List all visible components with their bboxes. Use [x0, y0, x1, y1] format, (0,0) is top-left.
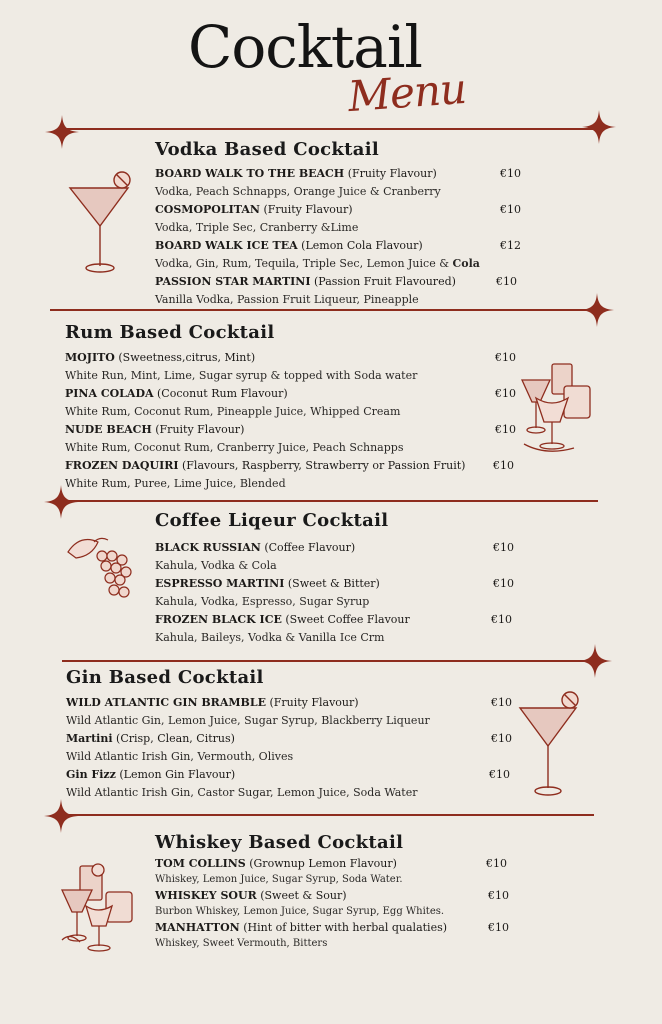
menu-item: BOARD WALK ICE TEA (Lemon Cola Flavour) [155, 239, 423, 252]
item-description: Vodka, Triple Sec, Cranberry &Lime [155, 221, 359, 234]
sparkle-star-icon [580, 293, 614, 327]
item-description: White Run, Mint, Lime, Sugar syrup & topped with Soda water [65, 369, 418, 382]
sparkle-star-icon [578, 644, 612, 678]
section-title-coffee: Coffee Liqeur Cocktail [155, 510, 389, 531]
menu-item: MOJITO (Sweetness,citrus, Mint) [65, 351, 256, 364]
item-price: €10 [495, 423, 516, 436]
section-title-vodka: Vodka Based Cocktail [155, 139, 380, 160]
item-price: €10 [493, 541, 514, 554]
item-price: €10 [491, 732, 512, 745]
item-price: €10 [489, 768, 510, 781]
divider-line [62, 128, 598, 130]
item-description: Vanilla Vodka, Passion Fruit Liqueur, Pineapple [155, 293, 419, 306]
menu-item: PINA COLADA (Coconut Rum Flavour) [65, 387, 288, 400]
item-description: Vodka, Peach Schnapps, Orange Juice & Cranberry [155, 185, 441, 198]
menu-item: ESPRESSO MARTINI (Sweet & Bitter) [155, 577, 380, 590]
menu-item: Gin Fizz (Lemon Gin Flavour) [66, 768, 236, 781]
item-description: Burbon Whiskey, Lemon Juice, Sugar Syrup, Egg Whites. [155, 906, 445, 917]
menu-title: Cocktail [188, 13, 422, 81]
item-price: €10 [491, 696, 512, 709]
gin-glass-icon [514, 688, 586, 800]
item-description: Kahula, Vodka, Espresso, Sugar Syrup [155, 595, 370, 608]
divider-line [62, 660, 592, 662]
item-description: White Rum, Coconut Rum, Pineapple Juice, Whipped Cream [65, 405, 401, 418]
item-description: Kahula, Baileys, Vodka & Vanilla Ice Crm [155, 631, 385, 644]
item-description: Kahula, Vodka & Cola [155, 559, 277, 572]
item-price: €10 [500, 167, 521, 180]
divider-line [50, 309, 590, 311]
sparkle-star-icon [45, 115, 79, 149]
menu-item: COSMOPOLITAN (Fruity Flavour) [155, 203, 353, 216]
grapes-icon [64, 532, 138, 604]
sparkle-star-icon [44, 799, 78, 833]
sparkle-star-icon [582, 110, 616, 144]
item-price: €10 [500, 203, 521, 216]
menu-item: Martini (Crisp, Clean, Citrus) [66, 732, 235, 745]
menu-item: PASSION STAR MARTINI (Passion Fruit Flavoured) [155, 275, 456, 288]
item-price: €10 [491, 613, 512, 626]
item-price: €10 [488, 889, 509, 902]
divider-line [62, 814, 594, 816]
item-price: €10 [486, 857, 507, 870]
item-description: White Rum, Coconut Rum, Cranberry Juice, Peach Schnapps [65, 441, 404, 454]
sparkle-star-icon [44, 485, 78, 519]
section-title-whiskey: Whiskey Based Cocktail [155, 832, 404, 853]
divider-line [62, 500, 598, 502]
martini-glass-icon [64, 168, 136, 278]
item-description: Wild Atlantic Irish Gin, Castor Sugar, Lemon Juice, Soda Water [66, 786, 418, 799]
section-title-rum: Rum Based Cocktail [65, 322, 275, 343]
menu-item: BLACK RUSSIAN (Coffee Flavour) [155, 541, 356, 554]
item-price: €10 [493, 459, 514, 472]
item-price: €10 [495, 351, 516, 364]
item-description: Wild Atlantic Irish Gin, Vermouth, Olives [66, 750, 294, 763]
menu-item: FROZEN BLACK ICE (Sweet Coffee Flavour [155, 613, 410, 626]
item-price: €12 [500, 239, 521, 252]
item-description: Whiskey, Lemon Juice, Sugar Syrup, Soda Water. [155, 874, 403, 885]
menu-item: BOARD WALK TO THE BEACH (Fruity Flavour) [155, 167, 437, 180]
item-description: White Rum, Puree, Lime Juice, Blended [65, 477, 286, 490]
menu-item: TOM COLLINS (Grownup Lemon Flavour) [155, 857, 397, 870]
menu-item: MANHATTON (Hint of bitter with herbal qualaties) [155, 921, 448, 934]
menu-item: WILD ATLANTIC GIN BRAMBLE (Fruity Flavour) [66, 696, 359, 709]
item-price: €10 [493, 577, 514, 590]
whiskey-glasses-icon [58, 862, 138, 960]
item-price: €10 [488, 921, 509, 934]
menu-item: FROZEN DAQUIRI (Flavours, Raspberry, Strawberry or Passion Fruit) [65, 459, 466, 472]
menu-item: WHISKEY SOUR (Sweet & Sour) [155, 889, 347, 902]
item-price: €10 [496, 275, 517, 288]
item-description: Whiskey, Sweet Vermouth, Bitters [155, 938, 328, 949]
menu-subtitle: Menu [346, 63, 468, 122]
item-description: Wild Atlantic Gin, Lemon Juice, Sugar Syrup, Blackberry Liqueur [66, 714, 430, 727]
menu-item: NUDE BEACH (Fruity Flavour) [65, 423, 245, 436]
section-title-gin: Gin Based Cocktail [66, 667, 264, 688]
cocktail-glasses-icon [516, 358, 596, 458]
item-price: €10 [495, 387, 516, 400]
item-description: Vodka, Gin, Rum, Tequila, Triple Sec, Lemon Juice & Cola [155, 257, 480, 270]
